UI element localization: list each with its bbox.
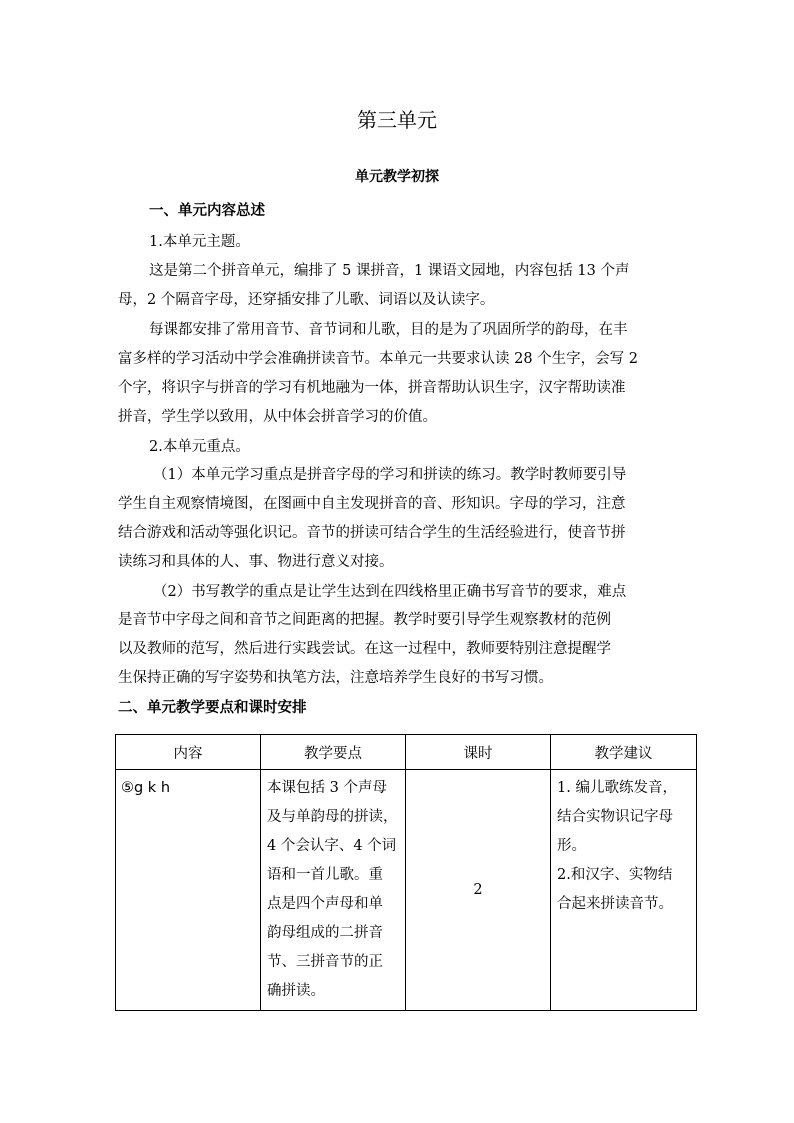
points-line: 及与单韵母的拼读， xyxy=(267,809,398,825)
para4-line: 生保持正确的写字姿势和执笔方法，注意培养学生良好的书写习惯。 xyxy=(118,670,553,686)
para2-line: 拼音，学生学以致用，从中体会拼音学习的价值。 xyxy=(118,409,437,425)
points-cell xyxy=(261,770,406,1011)
para3-line: 结合游戏和活动等强化识记。音节的拼读可结合学生的生活经验进行，使音节拼 xyxy=(118,525,626,541)
table-header-hours: 课时 xyxy=(406,735,551,770)
page-title: 第三单元 xyxy=(357,108,437,132)
para4-line: （2）书写教学的重点是让学生达到在四线格里正确书写音节的要求，难点 xyxy=(153,584,627,600)
lesson-plan-table xyxy=(115,734,697,1011)
para1-line: 母，2 个隔音字母，还穿插安排了儿歌、词语以及认读字。 xyxy=(118,292,495,308)
points-line: 点是四个声母和单 xyxy=(267,896,383,912)
advice-line: 形。 xyxy=(557,838,586,854)
item2-heading: 2.本单元重点。 xyxy=(149,439,250,455)
points-line: 确拼读。 xyxy=(267,983,325,999)
para2-line: 每课都安排了常用音节、音节词和儿歌，目的是为了巩固所学的韵母，在丰 xyxy=(149,322,628,338)
advice-line: 合起来拼读音节。 xyxy=(557,896,673,912)
table-header-row xyxy=(116,735,697,770)
advice-line: 结合实物识记字母 xyxy=(557,809,673,825)
points-line: 本课包括 3 个声母 xyxy=(267,780,387,796)
para4-line: 以及教师的范写，然后进行实践尝试。在这一过程中，教师要特别注意提醒学 xyxy=(118,641,611,657)
para1-line: 这是第二个拼音单元，编排了 5 课拼音，1 课语文园地，内容包括 13 个声 xyxy=(149,263,630,279)
para3-line: （1）本单元学习重点是拼音字母的学习和拼读的练习。教学时教师要引导 xyxy=(153,467,627,483)
para2-line: 富多样的学习活动中学会准确拼读音节。本单元一共要求认读 28 个生字，会写 2 xyxy=(118,351,639,367)
item1-heading: 1.本单元主题。 xyxy=(149,234,250,250)
points-line: 节、三拼音节的正 xyxy=(267,954,383,970)
points-line: 4 个会认字、4 个词 xyxy=(267,838,397,854)
advice-line: 1. 编儿歌练发音， xyxy=(557,780,677,796)
table-header-advice: 教学建议 xyxy=(551,735,697,770)
lesson-cell xyxy=(116,770,261,1011)
table-header-points: 教学要点 xyxy=(261,735,406,770)
table-header-content: 内容 xyxy=(116,735,261,770)
para3-line: 学生自主观察情境图，在图画中自主发现拼音的音、形知识。字母的学习，注意 xyxy=(118,496,626,512)
section2-heading: 二、单元教学要点和课时安排 xyxy=(118,700,307,716)
table-row xyxy=(116,770,697,1011)
para4-line: 是音节中字母之间和音节之间距离的把握。教学时要引导学生观察教材的范例 xyxy=(118,612,611,628)
para2-line: 个字，将识字与拼音的学习有机地融为一体，拼音帮助认识生字，汉字帮助读准 xyxy=(118,380,626,396)
advice-cell xyxy=(551,770,697,1011)
section1-heading: 一、单元内容总述 xyxy=(149,203,265,219)
points-line: 韵母组成的二拼音 xyxy=(267,925,383,941)
hours-cell: 2 xyxy=(406,770,551,1011)
lesson-name: ⑤g k h xyxy=(121,780,171,796)
advice-line: 2.和汉字、实物结 xyxy=(557,867,673,883)
points-line: 语和一首儿歌。重 xyxy=(267,867,383,883)
para3-line: 读练习和具体的人、事、物进行意义对接。 xyxy=(118,554,394,570)
page-subtitle: 单元教学初探 xyxy=(355,169,439,185)
